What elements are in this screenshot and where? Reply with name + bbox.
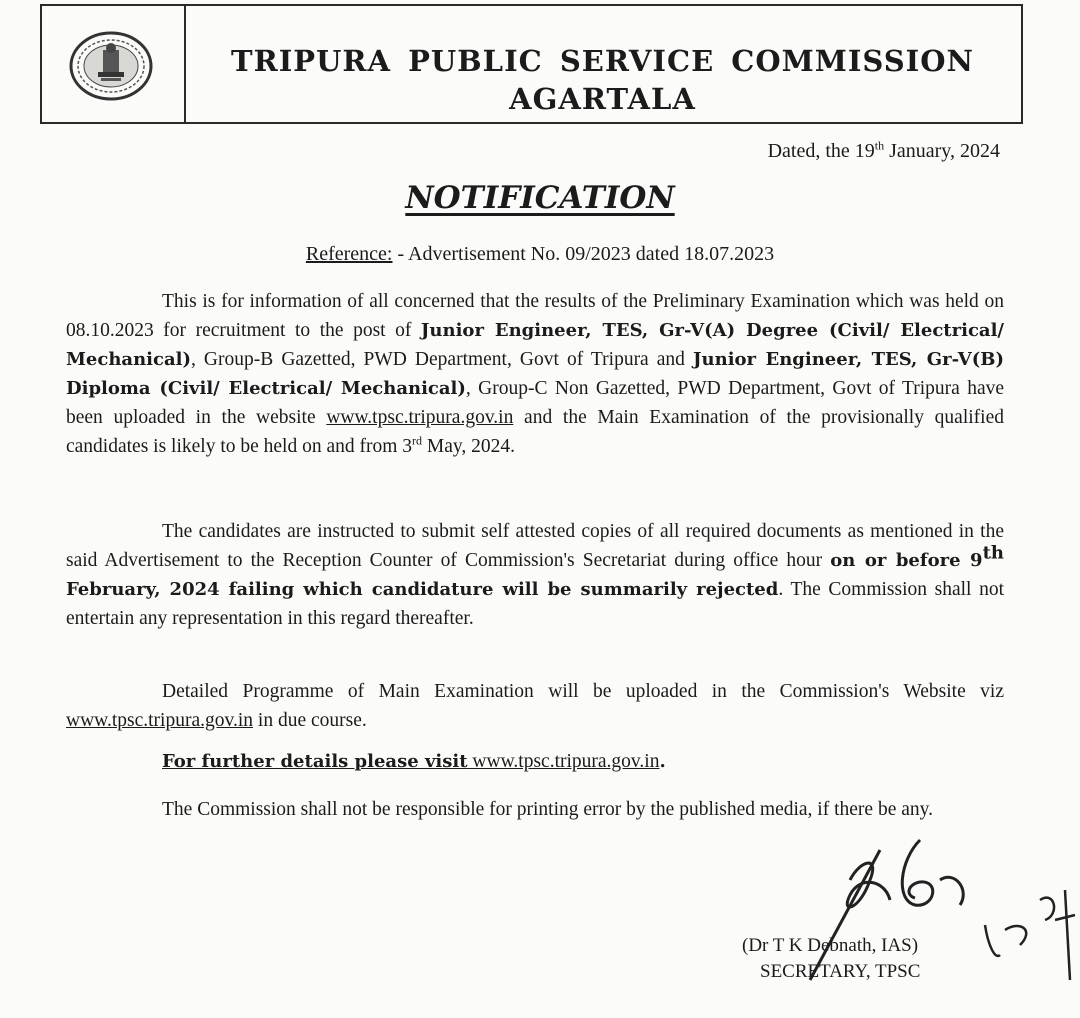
p1-text-2: , Group-B Gazetted, PWD Department, Govt of Tripura and [191,349,693,370]
header-box [40,4,1023,124]
notification-date [768,140,1000,163]
commission-name: TRIPURA PUBLIC SERVICE COMMISSION [231,44,974,78]
reference-label: Reference: [305,243,393,265]
signatory-name: (Dr T K Debnath, IAS) [742,935,919,956]
emblem-cell [42,6,186,122]
state-emblem-icon [68,30,154,102]
p1-sup: rd [412,433,423,448]
p2-bold-1: on or before 9 [830,550,983,571]
reference-text: - Advertisement No. 09/2023 dated 18.07.2023 [392,243,775,265]
page-title: NOTIFICATION [405,180,675,216]
date-suffix: January, 2024 [884,140,1000,162]
paragraph-documents [66,517,1004,633]
website-link[interactable]: www.tpsc.tripura.gov.in [467,751,660,772]
p4-dot: . [659,751,666,772]
p1-bold-2: Junior Engineer, TES, Gr-V(B) Diploma (Civil/ Electrical/ Mechanical) [66,349,1005,399]
p5-text-1: The Commission shall not be responsible for printing error by the published media, if there be any. [162,799,933,820]
paragraph-further-details [162,747,962,776]
p1-text-1: This is for information of all concerned that the results of the Preliminary Examination which was held on 08.10.2023 for recruitment to the post of [66,291,1004,341]
website-link[interactable]: www.tpsc.tripura.gov.in [66,710,254,731]
paragraph-programme [66,677,1004,735]
p1-text-4: and the Main Examination of the provisionally qualified candidates is likely to be held on and from 3 [66,407,1004,457]
reference-line [0,243,1080,266]
p1-text-3: , Group-C Non Gazetted, PWD Department, Govt of Tripura have been uploaded in the website [66,378,1005,428]
website-link[interactable]: www.tpsc.tripura.gov.in [326,407,514,428]
p2-text-2: . The Commission shall not entertain any representation in this regard thereafter. [66,579,1004,629]
further-details-label: For further details please visit [162,751,468,772]
p2-bold-2: February, 2024 failing which candidature will be summarily rejected [66,579,779,600]
date-sup: th [874,138,885,153]
paragraph-results [66,287,1004,461]
commission-city: AGARTALA [509,82,696,116]
p2-text-1: The candidates are instructed to submit self attested copies of all required documents as mentioned in the said Advertisement to the Reception Counter of Commission's Secretariat during office hour [66,521,1004,571]
p2-sup: th [982,542,1004,564]
signatory-designation: SECRETARY, TPSC [760,961,921,982]
date-prefix: Dated, the 19 [767,140,875,162]
p3-text-1: Detailed Programme of Main Examination will be uploaded in the Commission's Website viz [162,681,1004,702]
header-title [184,42,1021,118]
p1-text-5: May, 2024. [422,436,516,457]
p3-text-2: in due course. [253,710,367,731]
p1-bold-1: Junior Engineer, TES, Gr-V(A) Degree (Civil/ Electrical/ Mechanical) [66,320,1004,370]
